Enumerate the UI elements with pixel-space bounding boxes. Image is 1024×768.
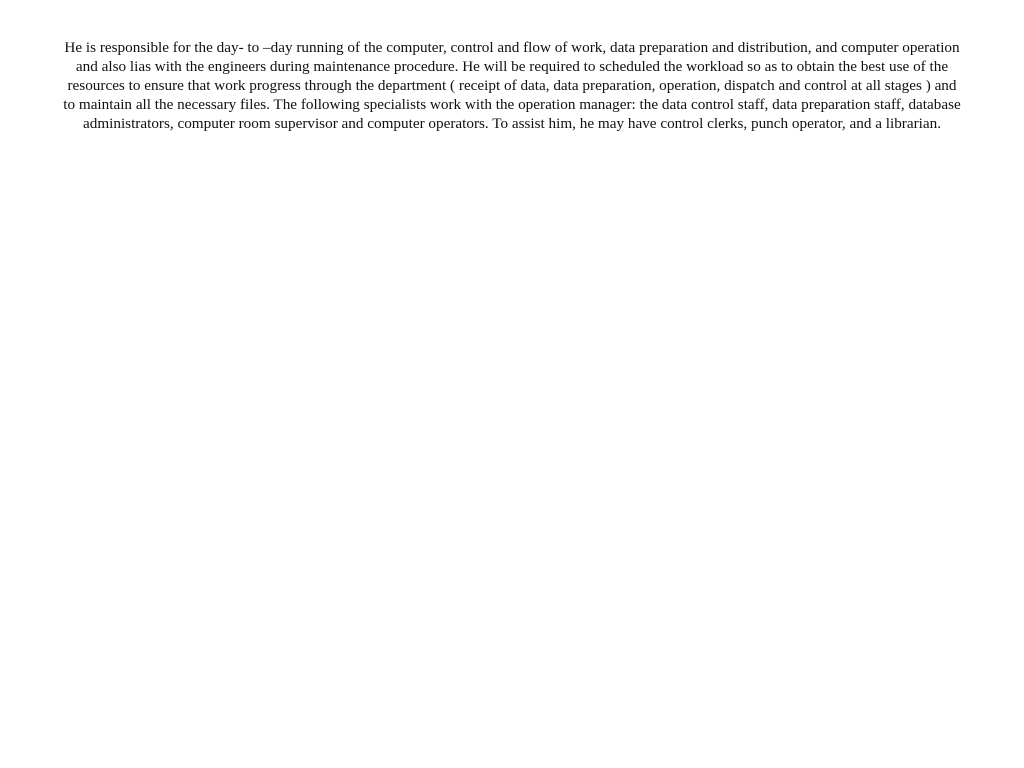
- body-paragraph: He is responsible for the day- to –day running of the computer, control and flow of work, data preparation and distribution, and computer operation and also lias with the engineers during maintenance procedure. He will be required to scheduled the workload so as to obtain the best use of the resources to ensure that work progress through the department ( receipt of data, data preparation, operation, dispatch and control at all stages ) and to maintain all the necessary files. The following specialists work with the operation manager: the data control staff, data preparation staff, database administrators, computer room supervisor and computer operators. To assist him, he may have control clerks, punch operator, and a librarian.: [63, 39, 961, 132]
